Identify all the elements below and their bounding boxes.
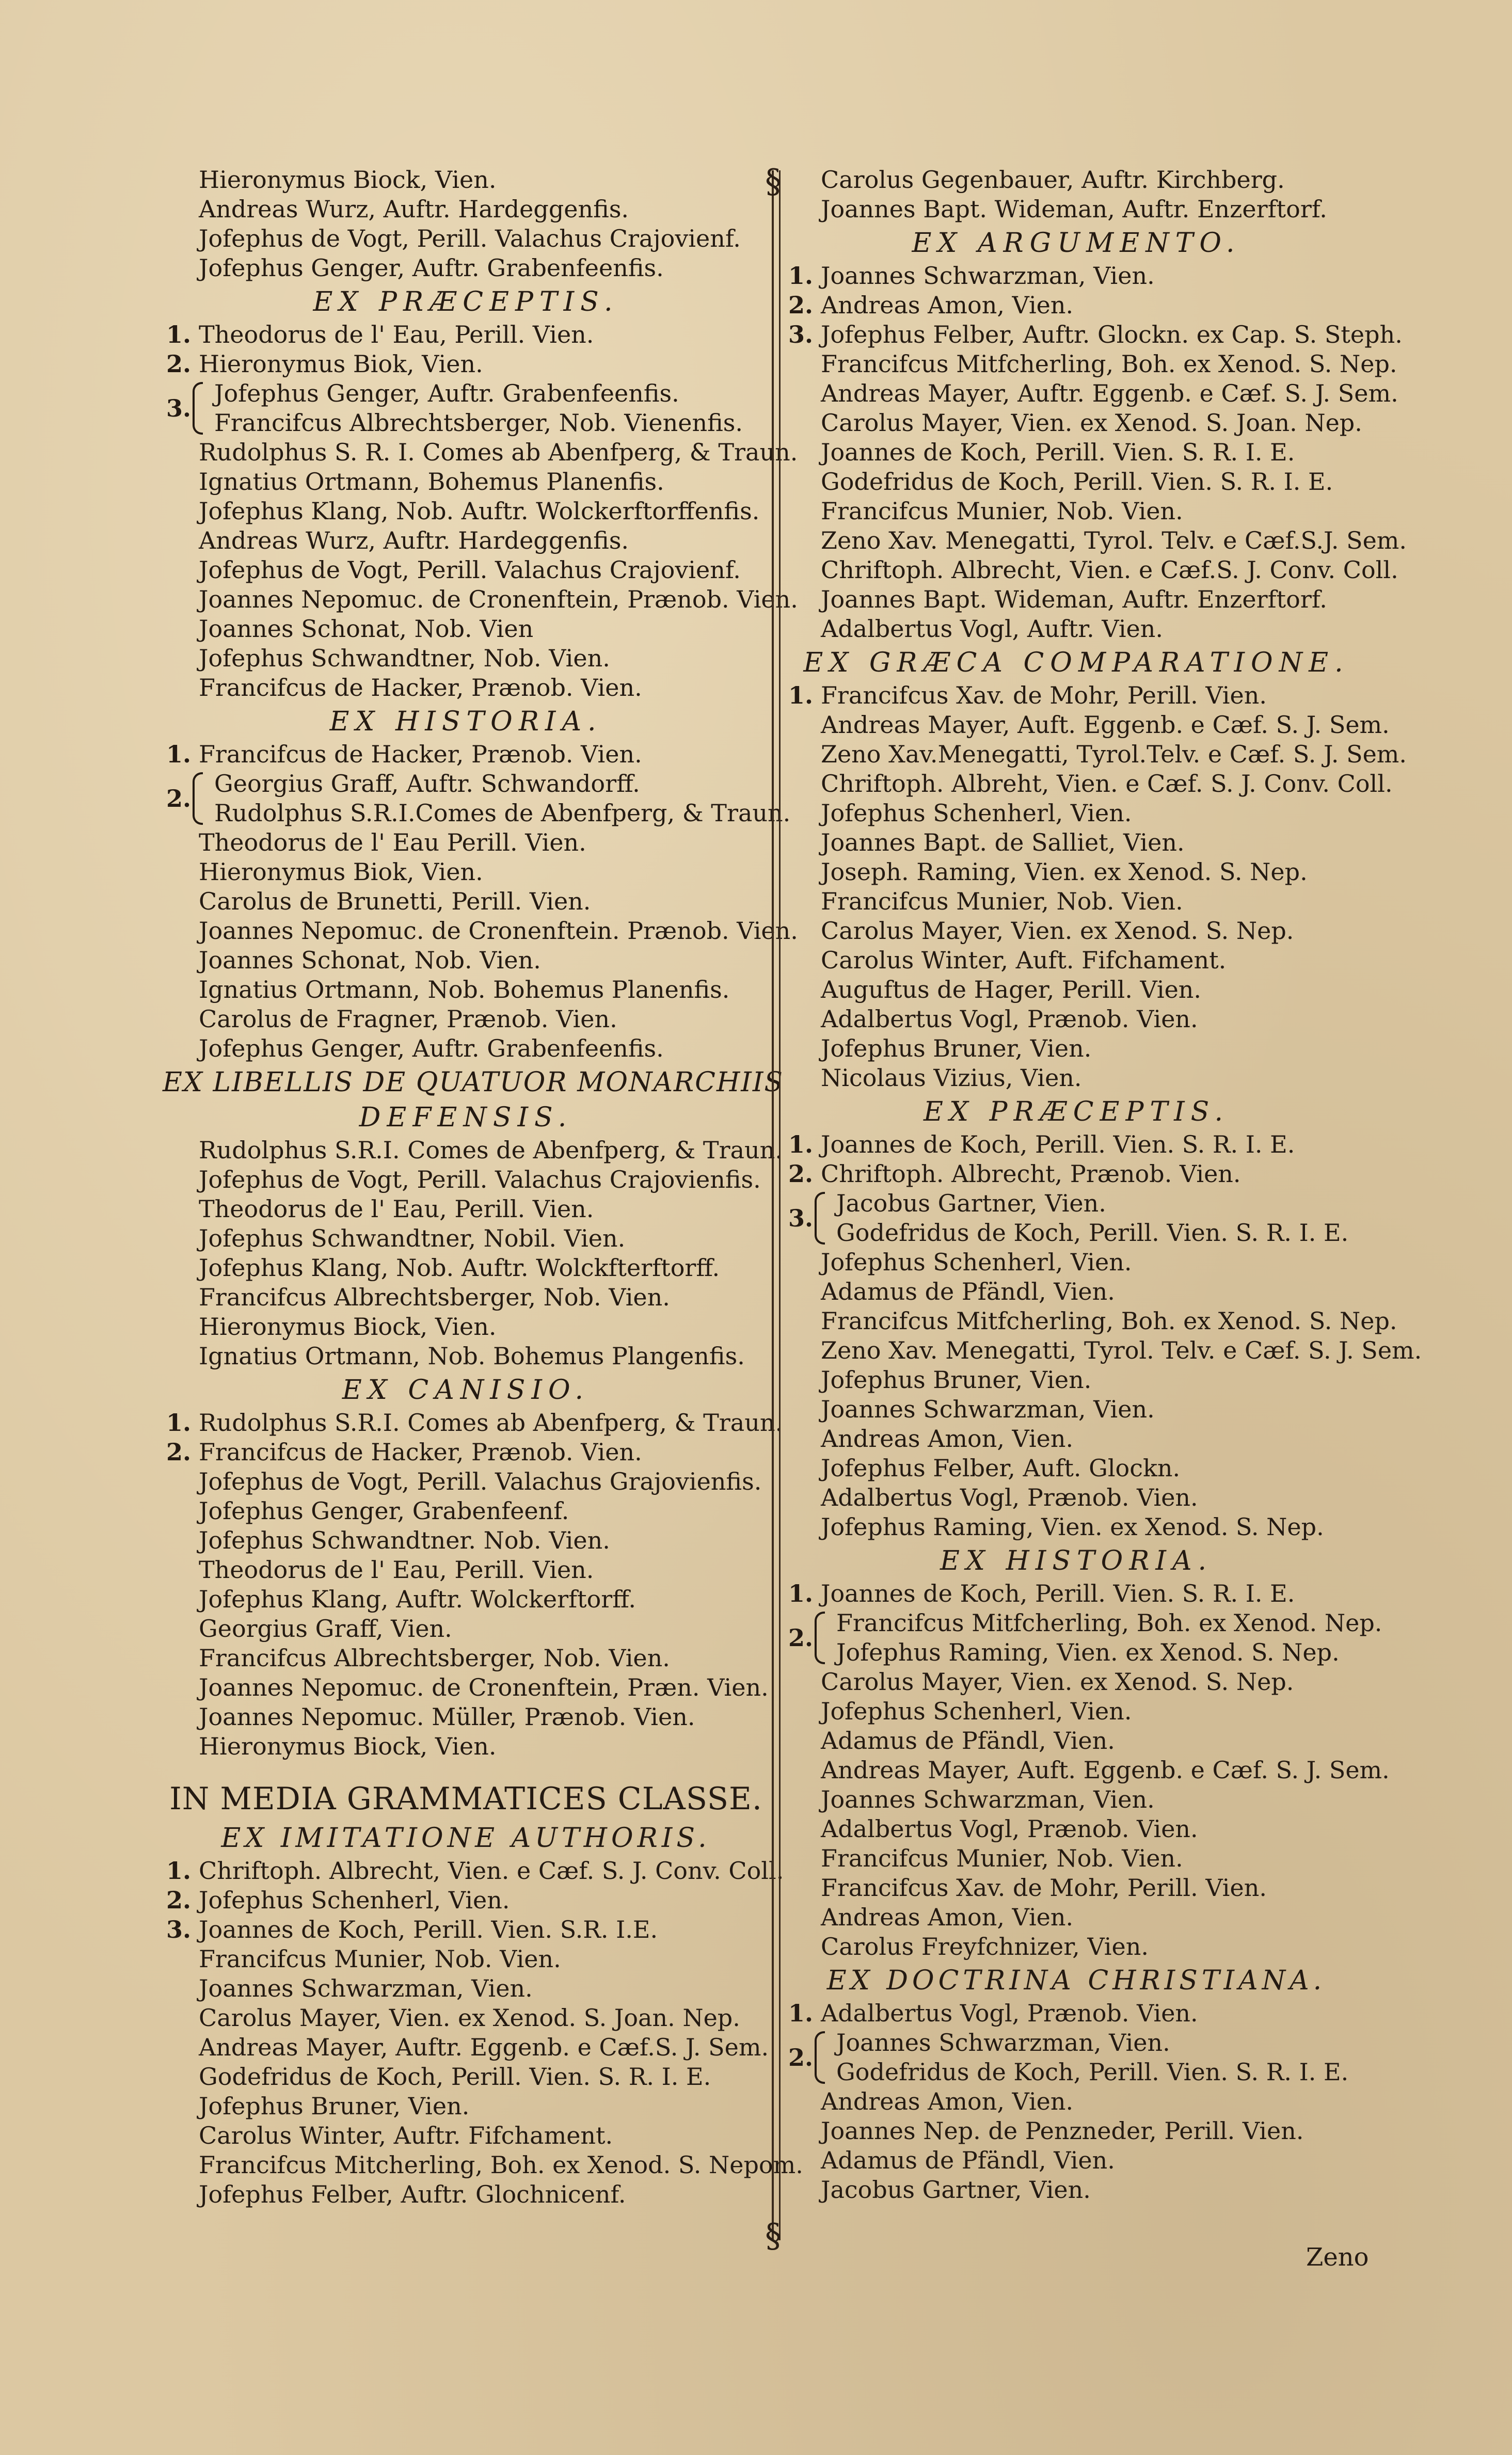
name-entry — [163, 1005, 769, 1034]
name-entry — [163, 916, 798, 946]
section-heading: EX HISTORIA. — [329, 706, 602, 737]
name-entry — [785, 438, 1368, 467]
column-divider — [772, 170, 781, 2240]
name-entry — [785, 165, 1368, 195]
name-entry — [785, 1336, 1422, 1365]
name-entry — [163, 349, 769, 379]
name-entry — [163, 1644, 769, 1673]
ornament-bottom: § — [765, 2217, 782, 2255]
name-entry — [785, 408, 1368, 438]
entry-text: Joannes Schwarzman, Vien. — [821, 1786, 1155, 1813]
entry-text: Godefridus de Koch, Perill. Vien. S. R. I. E. — [199, 2063, 711, 2091]
entry-text: Jofephus Klang, Nob. Auftr. Wolckerftorffenfis. — [199, 497, 760, 525]
entry-text: Rudolphus S.R.I. Comes de Abenfperg, & Traun. — [199, 1136, 783, 1164]
rank-number: 3. — [166, 1916, 191, 1943]
rank-number: 1. — [166, 1857, 191, 1885]
entry-text: Jofephus Genger, Auftr. Grabenfeenfis. — [199, 254, 664, 282]
name-entry — [163, 673, 769, 703]
name-entry — [163, 2180, 769, 2209]
name-entry — [163, 195, 769, 224]
name-entry — [785, 887, 1368, 916]
name-entry — [785, 1395, 1368, 1424]
name-entry — [785, 1756, 1390, 1785]
section-heading: EX LIBELLIS DE QUATUOR MONARCHIIS — [163, 1067, 784, 1098]
entry-text: Carolus Mayer, Vien. ex Xenod. S. Joan. Nep. — [821, 409, 1362, 437]
name-entry — [163, 1886, 769, 1915]
name-entry — [785, 1306, 1397, 1336]
name-entry — [785, 2175, 1368, 2205]
entry-text: Joannes de Koch, Perill. Vien. S. R. I. E. — [821, 438, 1295, 466]
name-entry — [785, 1726, 1368, 1756]
bracketed-entry-group — [785, 1608, 1382, 1667]
name-entry — [785, 1697, 1368, 1726]
name-entry — [163, 2092, 769, 2121]
name-entry: Jacobus Gartner, Vien. — [836, 1189, 1106, 1217]
name-entry — [163, 1496, 769, 1526]
name-entry — [785, 710, 1390, 740]
name-entry — [163, 1283, 769, 1312]
entry-text: Chriftoph. Albreht, Vien. e Cæf. S. J. Conv. Coll. — [821, 770, 1393, 798]
entry-text: Zeno Xav.Menegatti, Tyrol.Telv. e Cæf. S. J. Sem. — [821, 740, 1407, 768]
section-heading: EX GRÆCA COMPARATIONE. — [803, 647, 1349, 678]
name-entry — [785, 946, 1368, 975]
entry-text: Andreas Wurz, Auftr. Hardeggenfis. — [199, 527, 629, 554]
entry-text: Chriftoph. Albrecht, Prænob. Vien. — [821, 1160, 1241, 1188]
entry-text: Theodorus de l' Eau, Perill. Vien. — [199, 1195, 594, 1223]
entry-text: Theodorus de l' Eau, Perill. Vien. — [199, 1556, 594, 1584]
entry-text: Hieronymus Biock, Vien. — [199, 166, 497, 194]
name-entry — [785, 916, 1368, 946]
name-entry: Jofephus Genger, Auftr. Grabenfeenfis. — [214, 379, 679, 407]
entry-text: Jofephus Felber, Auftr. Glochnicenf. — [199, 2180, 626, 2208]
name-entry — [785, 975, 1368, 1005]
entry-text: Andreas Wurz, Auftr. Hardeggenfis. — [199, 195, 629, 223]
entry-text: Joannes de Koch, Perill. Vien. S. R. I. E. — [821, 1130, 1295, 1158]
name-entry — [163, 1585, 769, 1614]
name-entry — [785, 1844, 1368, 1873]
name-entry — [163, 644, 769, 673]
entry-text: Hieronymus Biock, Vien. — [199, 1732, 497, 1760]
entry-text: Joannes de Koch, Perill. Vien. S. R. I. E. — [821, 1580, 1295, 1607]
rank-number: 1. — [166, 1409, 191, 1437]
rank-number: 2. — [166, 785, 191, 812]
entry-text: Carolus Mayer, Vien. ex Xenod. S. Nep. — [821, 917, 1294, 945]
name-entry — [785, 1579, 1368, 1608]
name-entry — [785, 1063, 1368, 1093]
name-entry — [785, 467, 1368, 497]
entry-text: Joannes Schonat, Nob. Vien. — [199, 946, 541, 974]
section-heading: EX CANISIO. — [342, 1375, 590, 1406]
name-entry: Rudolphus S.R.I.Comes de Abenfperg, & Traun. — [214, 799, 791, 827]
entry-text: Joannes Schwarzman, Vien. — [821, 1395, 1155, 1423]
rank-number: 2. — [166, 1438, 191, 1466]
entry-text: Zeno Xav. Menegatti, Tyrol. Telv. e Cæf.S.J. Sem. — [821, 527, 1407, 554]
section-heading: EX PRÆCEPTIS. — [924, 1096, 1229, 1127]
entry-text: Auguftus de Hager, Perill. Vien. — [821, 976, 1202, 1003]
entry-text: Francifcus de Hacker, Prænob. Vien. — [199, 740, 642, 768]
name-entry — [163, 887, 769, 916]
name-entry — [785, 1932, 1368, 1962]
name-entry — [785, 2116, 1368, 2146]
name-entry — [163, 1702, 769, 1732]
entry-text: Jofephus Schwandtner, Nobil. Vien. — [199, 1224, 626, 1252]
entry-text: Joannes Schwarzman, Vien. — [199, 1974, 533, 2002]
entry-text: Francifcus Munier, Nob. Vien. — [199, 1945, 561, 1973]
entry-text: Hieronymus Biok, Vien. — [199, 858, 483, 886]
entry-text: Joannes Nepomuc. de Cronenftein, Præn. Vien. — [199, 1673, 769, 1701]
entry-text: Francifcus Mitfcherling, Boh. ex Xenod. S. Nep. — [821, 350, 1397, 378]
rank-number: 2. — [166, 350, 191, 378]
name-entry — [163, 1165, 769, 1194]
entry-text: Joannes Bapt. de Salliet, Vien. — [821, 828, 1185, 856]
entry-text: Joannes Bapt. Wideman, Auftr. Enzerftorf. — [821, 585, 1327, 613]
rank-number: 2. — [788, 291, 813, 319]
entry-text: Jofephus Schwandtner. Nob. Vien. — [199, 1526, 610, 1554]
name-entry — [785, 1365, 1368, 1395]
entry-text: Jofephus Klang, Nob. Auftr. Wolckfterftorff. — [199, 1254, 720, 1282]
entry-text: Francifcus Xav. de Mohr, Perill. Vien. — [821, 681, 1267, 709]
name-entry — [163, 497, 769, 526]
name-entry — [785, 195, 1368, 224]
name-entry — [785, 740, 1407, 769]
entry-text: Francifcus Albrechtsberger, Nob. Vien. — [199, 1283, 670, 1311]
name-entry — [163, 1136, 783, 1165]
entry-text: Jofephus Schenherl, Vien. — [821, 1248, 1132, 1276]
entry-text: Adalbertus Vogl, Auftr. Vien. — [821, 615, 1164, 643]
entry-text: Andreas Mayer, Auft. Eggenb. e Cæf. S. J. Sem. — [821, 711, 1390, 739]
name-entry — [163, 1467, 769, 1496]
entry-text: Carolus Freyfchnizer, Vien. — [821, 1933, 1149, 1960]
name-entry — [163, 975, 769, 1005]
entry-text: Francifcus Munier, Nob. Vien. — [821, 497, 1183, 525]
section-heading: EX ARGUMENTO. — [912, 228, 1241, 259]
name-entry — [163, 467, 769, 497]
entry-text: Ignatius Ortmann, Bohemus Planenfis. — [199, 468, 664, 496]
entry-text: Ignatius Ortmann, Nob. Bohemus Planenfis. — [199, 976, 730, 1003]
entry-text: Francifcus Albrechtsberger, Nob. Vien. — [199, 1644, 670, 1672]
entry-text: Francifcus de Hacker, Prænob. Vien. — [199, 674, 642, 702]
name-entry — [785, 828, 1368, 857]
name-entry — [163, 1732, 769, 1761]
name-entry — [785, 1785, 1368, 1814]
name-entry — [785, 2146, 1368, 2175]
name-entry — [163, 1034, 769, 1063]
entry-text: Hieronymus Biock, Vien. — [199, 1313, 497, 1341]
entry-text: Carolus de Fragner, Prænob. Vien. — [199, 1005, 617, 1033]
bracketed-entry-group — [785, 1189, 1368, 1248]
section-heading: EX PRÆCEPTIS. — [313, 286, 619, 317]
name-entry — [785, 2087, 1368, 2116]
name-entry — [163, 946, 769, 975]
entry-text: Francifcus Munier, Nob. Vien. — [821, 1844, 1183, 1872]
class-heading: IN MEDIA GRAMMATICES CLASSE. — [169, 1781, 762, 1817]
section-heading: EX IMITATIONE AUTHORIS. — [221, 1823, 711, 1854]
name-entry: Godefridus de Koch, Perill. Vien. S. R. I. E. — [836, 1219, 1349, 1247]
name-entry — [163, 2121, 769, 2150]
entry-text: Hieronymus Biok, Vien. — [199, 350, 483, 378]
name-entry — [163, 320, 769, 349]
rank-number: 1. — [788, 1999, 813, 2027]
rank-number: 2. — [788, 2044, 813, 2071]
entry-text: Adalbertus Vogl, Prænob. Vien. — [821, 1005, 1198, 1033]
entry-text: Jofephus Schenherl, Vien. — [199, 1886, 510, 1914]
entry-text: Andreas Mayer, Auftr. Eggenb. e Cæf. S. J. Sem. — [821, 379, 1398, 407]
entry-text: Joannes Nep. de Penzneder, Perill. Vien. — [821, 2117, 1304, 2145]
name-entry — [163, 1342, 769, 1371]
entry-text: Jofephus Bruner, Vien. — [821, 1034, 1092, 1062]
entry-text: Jofephus Schwandtner, Nob. Vien. — [199, 644, 610, 672]
name-entry — [163, 2150, 803, 2180]
entry-text: Carolus Mayer, Vien. ex Xenod. S. Nep. — [821, 1668, 1294, 1696]
entry-text: Godefridus de Koch, Perill. Vien. S. R. I. E. — [821, 468, 1333, 496]
name-entry — [163, 1526, 769, 1555]
entry-text: Adalbertus Vogl, Prænob. Vien. — [821, 1484, 1198, 1511]
section-heading: DEFENSIS. — [359, 1102, 573, 1133]
name-entry — [785, 1159, 1368, 1189]
name-entry — [785, 349, 1397, 379]
name-entry — [785, 585, 1368, 614]
entry-text: Rudolphus S. R. I. Comes ab Abenfperg, & Traun. — [199, 438, 798, 466]
section-heading: EX HISTORIA. — [940, 1545, 1213, 1576]
entry-text: Francifcus Munier, Nob. Vien. — [821, 887, 1183, 915]
name-entry — [163, 1224, 769, 1253]
rank-number: 1. — [788, 681, 813, 709]
name-entry — [163, 828, 769, 857]
name-entry — [785, 1424, 1368, 1454]
name-entry — [163, 1614, 769, 1644]
name-entry — [163, 740, 769, 769]
catchword: Zeno — [1306, 2243, 1369, 2272]
entry-text: Jofephus de Vogt, Perill. Valachus Crajovienfis. — [199, 1166, 761, 1193]
entry-text: Adamus de Pfändl, Vien. — [821, 1727, 1115, 1755]
entry-text: Andreas Amon, Vien. — [821, 1903, 1074, 1931]
name-entry: Godefridus de Koch, Perill. Vien. S. R. I. E. — [836, 2058, 1349, 2086]
section-heading: EX DOCTRINA CHRISTIANA. — [826, 1965, 1326, 1996]
name-entry — [785, 1903, 1368, 1932]
name-entry — [163, 2003, 769, 2033]
name-entry — [163, 1194, 769, 1224]
name-entry — [785, 1005, 1368, 1034]
entry-text: Carolus Winter, Auft. Fifchament. — [821, 946, 1227, 974]
rank-number: 3. — [788, 321, 813, 348]
entry-text: Joannes Nepomuc. de Cronenftein, Prænob. Vien. — [199, 585, 798, 613]
entry-text: Joannes Nepomuc. de Cronenftein. Prænob. Vien. — [199, 917, 798, 945]
name-entry — [163, 1974, 769, 2003]
name-entry — [163, 857, 769, 887]
name-entry — [163, 2033, 769, 2062]
entry-text: Jofephus Schenherl, Vien. — [821, 799, 1132, 827]
entry-text: Theodorus de l' Eau, Perill. Vien. — [199, 321, 594, 348]
entry-text: Jofephus Raming, Vien. ex Xenod. S. Nep. — [821, 1513, 1324, 1541]
entry-text: Jofephus Felber, Auft. Glockn. — [821, 1454, 1181, 1482]
name-entry — [163, 165, 769, 195]
name-entry — [785, 379, 1398, 408]
entry-text: Jacobus Gartner, Vien. — [821, 2176, 1091, 2204]
entry-text: Adamus de Pfändl, Vien. — [821, 2146, 1115, 2174]
entry-text: Georgius Graff, Vien. — [199, 1615, 452, 1643]
name-entry — [163, 1555, 769, 1585]
name-entry — [785, 1483, 1368, 1512]
entry-text: Andreas Mayer, Auftr. Eggenb. e Cæf.S. J. Sem. — [199, 2033, 769, 2061]
name-entry — [785, 857, 1368, 887]
name-entry — [163, 1944, 769, 1974]
entry-text: Chriftoph. Albrecht, Vien. e Cæf.S. J. Conv. Coll. — [821, 556, 1398, 584]
entry-text: Jofephus Genger, Grabenfeenf. — [199, 1497, 569, 1525]
name-entry — [785, 614, 1368, 644]
entry-text: Jofephus de Vogt, Perill. Valachus Crajovienf. — [199, 556, 741, 584]
left-column — [163, 165, 803, 2209]
name-entry — [163, 614, 769, 644]
entry-text: Joannes Bapt. Wideman, Auftr. Enzerftorf. — [821, 195, 1327, 223]
bracketed-entry-group — [785, 2028, 1368, 2087]
name-entry — [785, 1248, 1368, 1277]
entry-text: Adalbertus Vogl, Prænob. Vien. — [821, 1999, 1198, 2027]
entry-text: Joannes Schonat, Nob. Vien — [199, 615, 534, 643]
rank-number: 1. — [788, 1580, 813, 1607]
name-entry — [785, 1034, 1368, 1063]
name-entry — [163, 1438, 769, 1467]
entry-text: Andreas Amon, Vien. — [821, 291, 1074, 319]
name-entry: Jofephus Raming, Vien. ex Xenod. S. Nep. — [836, 1638, 1340, 1666]
name-entry — [785, 1130, 1368, 1159]
entry-text: Jofephus Genger, Auftr. Grabenfeenfis. — [199, 1034, 664, 1062]
rank-number: 3. — [166, 394, 191, 422]
name-entry — [163, 555, 769, 585]
right-column — [785, 165, 1422, 2205]
entry-text: Joannes Nepomuc. Müller, Prænob. Vien. — [199, 1703, 695, 1731]
name-entry — [163, 1673, 769, 1702]
bracketed-entry-group — [163, 379, 769, 438]
name-entry — [785, 1814, 1368, 1844]
name-entry — [785, 261, 1368, 291]
name-entry — [163, 2062, 769, 2092]
entry-text: Adalbertus Vogl, Prænob. Vien. — [821, 1815, 1198, 1843]
name-entry — [785, 555, 1398, 585]
rank-number: 1. — [788, 262, 813, 290]
entry-text: Andreas Amon, Vien. — [821, 2087, 1074, 2115]
name-entry — [785, 1512, 1368, 1542]
entry-text: Joannes de Koch, Perill. Vien. S.R. I.E. — [199, 1916, 658, 1943]
entry-text: Jofephus de Vogt, Perill. Valachus Grajovienfis. — [199, 1468, 762, 1495]
rank-number: 2. — [166, 1886, 191, 1914]
name-entry — [785, 1277, 1368, 1306]
name-entry — [785, 1667, 1368, 1697]
entry-text: Zeno Xav. Menegatti, Tyrol. Telv. e Cæf. S. J. Sem. — [821, 1336, 1422, 1364]
rank-number: 3. — [788, 1204, 813, 1232]
name-entry — [163, 1253, 769, 1283]
bracketed-entry-group — [163, 769, 791, 828]
name-entry: Joannes Schwarzman, Vien. — [836, 2029, 1170, 2057]
name-entry — [163, 438, 798, 467]
name-entry — [163, 585, 798, 614]
name-entry — [785, 497, 1368, 526]
name-entry — [163, 1408, 783, 1438]
rank-number: 1. — [166, 740, 191, 768]
entry-text: Theodorus de l' Eau Perill. Vien. — [199, 828, 586, 856]
entry-text: Joseph. Raming, Vien. ex Xenod. S. Nep. — [821, 858, 1308, 886]
entry-text: Jofephus Schenherl, Vien. — [821, 1697, 1132, 1725]
entry-text: Carolus Mayer, Vien. ex Xenod. S. Joan. Nep. — [199, 2004, 740, 2032]
rank-number: 1. — [166, 321, 191, 348]
name-entry — [785, 1999, 1368, 2028]
entry-text: Andreas Amon, Vien. — [821, 1425, 1074, 1453]
entry-text: Francifcus Mitcherling, Boh. ex Xenod. S. Nepom. — [199, 2151, 803, 2179]
name-entry — [785, 769, 1393, 799]
entry-text: Nicolaus Vizius, Vien. — [821, 1064, 1082, 1092]
entry-text: Carolus Gegenbauer, Auftr. Kirchberg. — [821, 166, 1285, 194]
name-entry — [785, 1873, 1368, 1903]
entry-text: Joannes Schwarzman, Vien. — [821, 262, 1155, 290]
name-entry — [163, 1915, 769, 1944]
entry-text: Jofephus Bruner, Vien. — [821, 1366, 1092, 1394]
name-entry — [163, 253, 769, 283]
entry-text: Carolus de Brunetti, Perill. Vien. — [199, 887, 591, 915]
ornament-top: § — [765, 163, 782, 201]
name-entry — [163, 1856, 784, 1886]
entry-text: Francifcus Xav. de Mohr, Perill. Vien. — [821, 1874, 1267, 1902]
name-entry — [785, 681, 1368, 710]
name-entry — [163, 224, 769, 253]
name-entry: Georgius Graff, Auftr. Schwandorff. — [214, 770, 640, 798]
name-entry — [785, 320, 1403, 349]
name-entry — [163, 526, 769, 555]
name-entry — [785, 291, 1368, 320]
name-entry: Francifcus Albrechtsberger, Nob. Vienenfis. — [214, 409, 743, 437]
entry-text: Jofephus Felber, Auftr. Glockn. ex Cap. S. Steph. — [821, 321, 1403, 348]
rank-number: 1. — [788, 1130, 813, 1158]
rank-number: 2. — [788, 1624, 813, 1652]
entry-text: Adamus de Pfändl, Vien. — [821, 1278, 1115, 1305]
name-entry — [785, 799, 1368, 828]
entry-text: Ignatius Ortmann, Nob. Bohemus Plangenfis. — [199, 1342, 745, 1370]
name-entry — [163, 1312, 769, 1342]
entry-text: Francifcus Mitfcherling, Boh. ex Xenod. S. Nep. — [821, 1307, 1397, 1335]
entry-text: Andreas Mayer, Auft. Eggenb. e Cæf. S. J. Sem. — [821, 1756, 1390, 1784]
entry-text: Jofephus de Vogt, Perill. Valachus Crajovienf. — [199, 225, 741, 252]
entry-text: Rudolphus S.R.I. Comes ab Abenfperg, & Traun. — [199, 1409, 783, 1437]
entry-text: Francifcus de Hacker, Prænob. Vien. — [199, 1438, 642, 1466]
entry-text: Jofephus Klang, Auftr. Wolckerftorff. — [199, 1585, 636, 1613]
entry-text: Jofephus Bruner, Vien. — [199, 2092, 470, 2120]
name-entry: Francifcus Mitfcherling, Boh. ex Xenod. Nep. — [836, 1609, 1382, 1637]
entry-text: Chriftoph. Albrecht, Vien. e Cæf. S. J. Conv. Coll. — [199, 1857, 784, 1885]
rank-number: 2. — [788, 1160, 813, 1188]
name-entry — [785, 1454, 1368, 1483]
entry-text: Carolus Winter, Auftr. Fifchament. — [199, 2122, 613, 2149]
name-entry — [785, 526, 1407, 555]
